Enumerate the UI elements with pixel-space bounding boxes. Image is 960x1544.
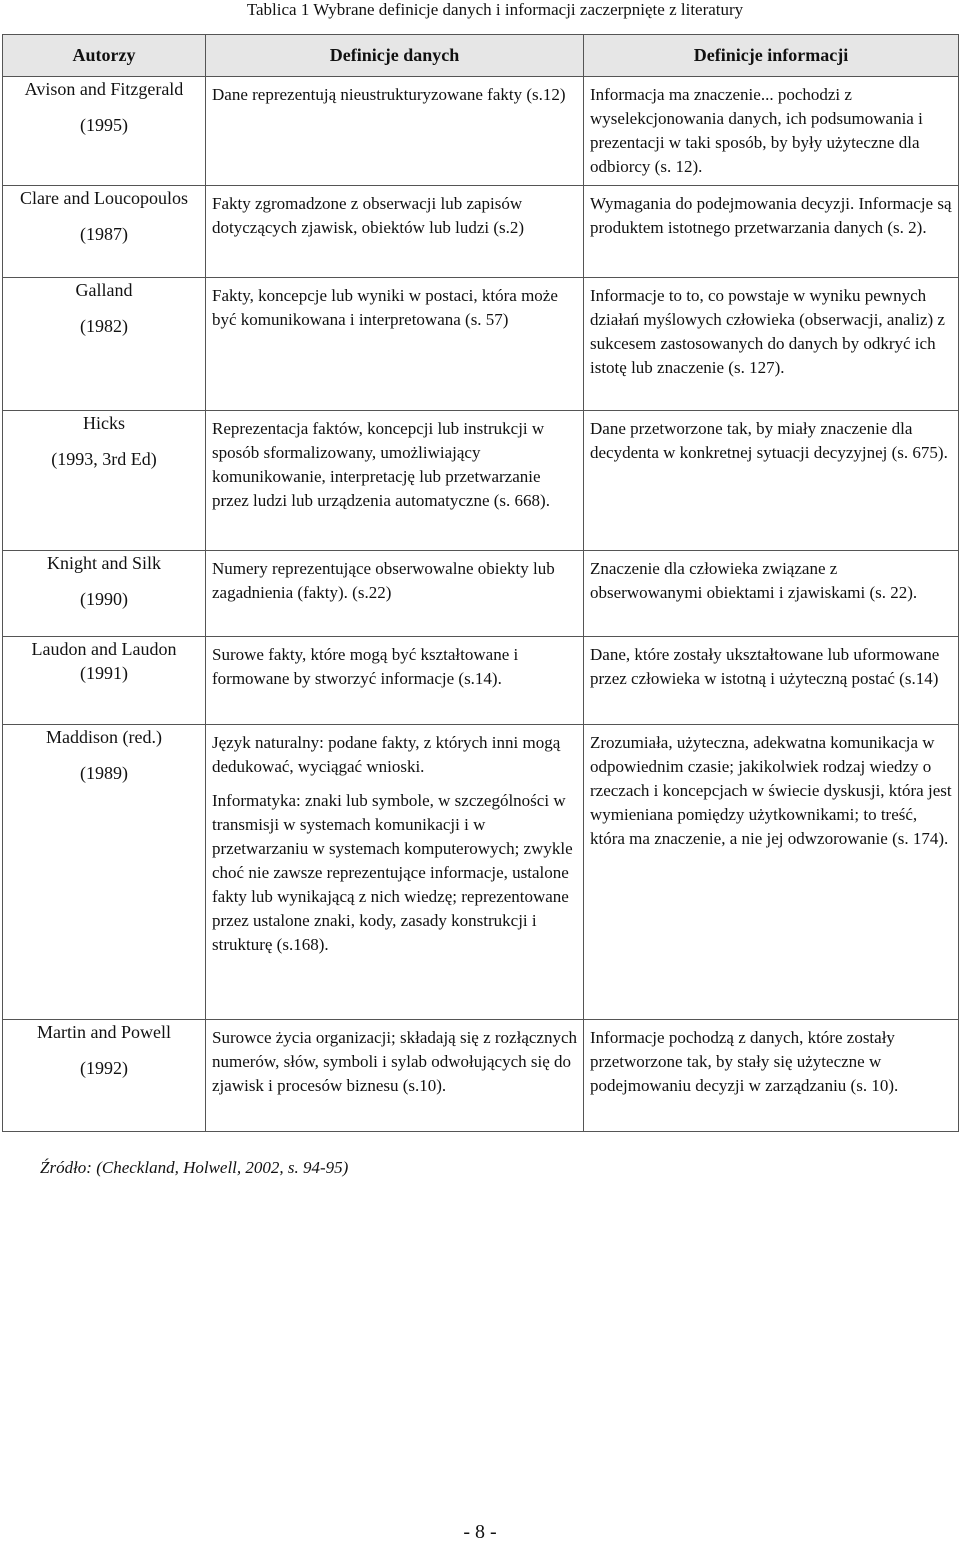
table-row [3, 725, 959, 1020]
author-year: (1991) [80, 663, 128, 683]
information-definition-text: Dane przetworzone tak, by miały znaczenie dla decydenta w konkretnej sytuacji decyzyjnej (s. 675). [590, 419, 948, 462]
author-cell [3, 1020, 206, 1132]
author-name: Galland [75, 280, 133, 300]
table-row [3, 1020, 959, 1132]
data-definition-cell [206, 186, 584, 278]
author-name: Martin and Powell [37, 1022, 171, 1042]
data-definition-cell [206, 725, 584, 1020]
table-row [3, 186, 959, 278]
data-definition-text: Język naturalny: podane fakty, z których inni mogą dedukować, wyciągać wnioski. [212, 733, 561, 776]
author-cell [3, 77, 206, 186]
definitions-table [2, 34, 959, 1132]
page-number: - 8 - [463, 1521, 497, 1543]
author-name: Hicks [83, 413, 125, 433]
information-definition-text: Informacja ma znaczenie... pochodzi z wyselekcjonowania danych, ich podsumowania i prezentacji w taki sposób, by były użyteczne dla odbiorcy (s. 12). [590, 85, 923, 176]
table-row [3, 551, 959, 637]
information-definition-cell [584, 725, 959, 1020]
author-year: (1993, 3rd Ed) [51, 449, 157, 469]
author-cell [3, 186, 206, 278]
table-row [3, 411, 959, 551]
author-cell [3, 551, 206, 637]
information-definition-cell [584, 1020, 959, 1132]
table-row [3, 278, 959, 411]
information-definition-text: Dane, które zostały ukształtowane lub uformowane przez człowieka w istotną i użyteczną postać (s.14) [590, 645, 940, 688]
information-definition-cell [584, 551, 959, 637]
header-information-definitions: Definicje informacji [584, 35, 959, 77]
author-year: (1989) [80, 763, 128, 783]
data-definition-cell [206, 411, 584, 551]
author-name: Knight and Silk [46, 553, 161, 573]
data-definition-cell [206, 1020, 584, 1132]
table-caption: Tablica 1 Wybrane definicje danych i informacji zaczerpnięte z literatury [246, 0, 744, 19]
information-definition-text: Znaczenie dla człowieka związane z obserwowanymi obiektami i zjawiskami (s. 22). [590, 559, 918, 602]
data-definition-text: Dane reprezentują nieustrukturyzowane fakty (s.12) [212, 85, 566, 104]
author-year: (1987) [80, 224, 128, 244]
author-year: (1995) [80, 115, 128, 135]
information-definition-text: Informacje to to, co powstaje w wyniku pewnych działań myślowych człowieka (obserwacji, analiz) z sukcesem zastosowanych do danych by odkryć ich istotę lub znaczenie (s. 127). [590, 286, 945, 377]
data-definition-cell [206, 637, 584, 725]
data-definition-cell [206, 278, 584, 411]
data-definition-text: Surowce życia organizacji; składają się z rozłącznych numerów, słów, symboli i sylab odwołujących się do zjawisk i procesów biznesu (s.10). [212, 1028, 578, 1095]
header-data-definitions: Definicje danych [206, 35, 584, 77]
data-definition-text: Fakty, koncepcje lub wyniki w postaci, która może być komunikowana i interpretowana (s. 57) [212, 286, 558, 329]
author-cell [3, 637, 206, 725]
information-definition-cell [584, 186, 959, 278]
information-definition-text: Wymagania do podejmowania decyzji. Informacje są produktem istotnego przetwarzania danych (s. 2). [590, 194, 952, 237]
information-definition-text: Informacje pochodzą z danych, które zostały przetworzone tak, by stały się użyteczne w podejmowaniu decyzji w zarządzaniu (s. 10). [590, 1028, 899, 1095]
data-definition-text: Fakty zgromadzone z obserwacji lub zapisów dotyczących zjawisk, obiektów lub ludzi (s.2) [212, 194, 525, 237]
information-definition-cell [584, 77, 959, 186]
information-definition-cell [584, 278, 959, 411]
author-cell [3, 411, 206, 551]
author-year: (1982) [80, 316, 128, 336]
information-definition-text: Zrozumiała, użyteczna, adekwatna komunikacja w odpowiednim czasie; jakikolwiek rodzaj wiedzy o rzeczach i koncepcjach w świecie dyskusji, która jest wymieniana pomiędzy użytkownikami; to treść, która ma znaczenie, a nie jej odwzorowanie (s. 174). [590, 733, 952, 848]
author-year: (1992) [80, 1058, 128, 1078]
author-name: Maddison (red.) [46, 727, 162, 747]
table-header-row [3, 35, 959, 77]
data-definition-text: Surowe fakty, które mogą być kształtowane i formowane by stworzyć informacje (s.14). [212, 645, 519, 688]
table-row [3, 637, 959, 725]
data-definition-cell [206, 551, 584, 637]
header-authors: Autorzy [3, 35, 206, 77]
table-row [3, 77, 959, 186]
author-name: Clare and Loucopoulos [20, 188, 188, 208]
author-name: Avison and Fitzgerald [24, 79, 184, 99]
information-definition-cell [584, 411, 959, 551]
author-cell [3, 278, 206, 411]
source-footnote: Źródło: (Checkland, Holwell, 2002, s. 94-95) [40, 1158, 349, 1177]
data-definition-text: Numery reprezentujące obserwowalne obiekty lub zagadnienia (fakty). (s.22) [212, 559, 555, 602]
information-definition-cell [584, 637, 959, 725]
data-definition-cell [206, 77, 584, 186]
data-definition-text: Reprezentacja faktów, koncepcji lub instrukcji w sposób sformalizowany, umożliwiający komunikowanie, interpretację lub przetwarzanie przez ludzi lub urządzenia automatyczne (s. 668). [212, 419, 550, 510]
author-cell [3, 725, 206, 1020]
author-name: Laudon and Laudon [31, 639, 177, 659]
author-year: (1990) [80, 589, 128, 609]
data-definition-text: Informatyka: znaki lub symbole, w szczególności w transmisji w systemach komunikacji i w przetwarzaniu w systemach komputerowych; zwykle choć nie zawsze reprezentujące informacje, ustalone fakty lub wynikającą z nich wiedzę; reprezentowane przez ustalone znaki, kody, zasady konstrukcji i strukturę (s.168). [212, 791, 573, 954]
